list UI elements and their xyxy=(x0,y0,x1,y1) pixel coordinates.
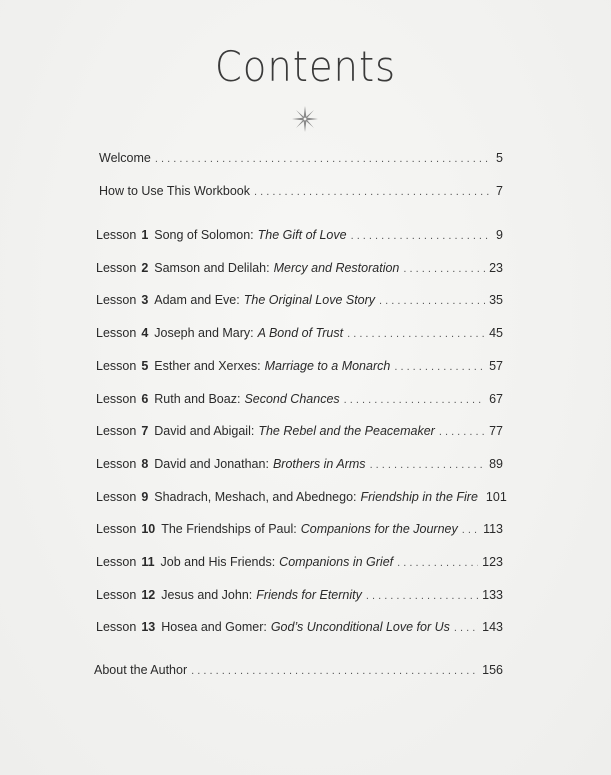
page-number: 23 xyxy=(489,261,503,275)
entry-label: About the Author xyxy=(94,663,188,677)
page-number: 67 xyxy=(489,392,503,406)
lesson-number: 2 xyxy=(141,261,149,275)
lesson-label: Lesson xyxy=(96,293,137,307)
dot-leader xyxy=(403,261,485,277)
lesson-label: Lesson xyxy=(96,326,137,340)
toc-lesson-entry xyxy=(96,554,503,571)
page-number: 156 xyxy=(482,663,503,677)
lesson-label: Lesson xyxy=(96,588,137,602)
lesson-subtitle: Companions in Grief xyxy=(279,555,394,569)
lesson-label: Lesson xyxy=(96,555,137,569)
toc-lesson-entry xyxy=(96,325,503,342)
toc-entry xyxy=(99,183,503,200)
lesson-subtitle: A Bond of Trust xyxy=(257,326,344,340)
lesson-label: Lesson xyxy=(96,490,137,504)
lesson-label: Lesson xyxy=(96,424,137,438)
lesson-subject: Song of Solomon: xyxy=(154,228,254,242)
lesson-subject: Job and His Friends: xyxy=(160,555,276,569)
lesson-number: 8 xyxy=(141,457,149,471)
dot-leader xyxy=(439,424,485,440)
dot-leader xyxy=(254,184,492,200)
lesson-subject: Jesus and John: xyxy=(161,588,253,602)
lesson-subtitle: Marriage to a Monarch xyxy=(264,359,391,373)
toc-lesson-entry xyxy=(96,260,503,277)
lesson-subject: David and Jonathan: xyxy=(154,457,269,471)
page-number: 89 xyxy=(489,457,503,471)
lesson-label: Lesson xyxy=(96,620,137,634)
page-number: 9 xyxy=(496,228,503,242)
lesson-number: 12 xyxy=(141,588,156,602)
lesson-number: 4 xyxy=(141,326,149,340)
lesson-subtitle: Friends for Eternity xyxy=(256,588,362,602)
lesson-subject: Samson and Delilah: xyxy=(154,261,270,275)
page-number: 7 xyxy=(496,184,503,198)
dot-leader xyxy=(462,522,479,538)
dot-leader xyxy=(347,326,485,342)
lesson-label: Lesson xyxy=(96,392,137,406)
page-number: 133 xyxy=(482,588,503,602)
lesson-subtitle: The Gift of Love xyxy=(257,228,347,242)
lesson-subtitle: God’s Unconditional Love for Us xyxy=(270,620,450,634)
lesson-number: 1 xyxy=(141,228,149,242)
lesson-number: 11 xyxy=(141,555,155,569)
page-number: 57 xyxy=(489,359,503,373)
lesson-subtitle: Companions for the Journey xyxy=(300,522,458,536)
dot-leader xyxy=(155,151,492,167)
page-number: 45 xyxy=(489,326,503,340)
toc-lesson-entry xyxy=(96,227,503,244)
toc-lesson-entry xyxy=(96,587,503,604)
toc-lesson-entry xyxy=(96,521,503,538)
lesson-label: Lesson xyxy=(96,261,137,275)
toc-lesson-entry xyxy=(96,619,503,636)
dot-leader xyxy=(379,293,485,309)
dot-leader xyxy=(454,620,478,636)
lesson-label: Lesson xyxy=(96,359,137,373)
lesson-subtitle: Mercy and Restoration xyxy=(273,261,400,275)
lesson-number: 5 xyxy=(141,359,149,373)
dot-leader xyxy=(366,588,478,604)
page-title: Contents xyxy=(214,42,397,91)
lesson-label: Lesson xyxy=(96,522,137,536)
entry-label: Welcome xyxy=(99,151,151,165)
lesson-number: 10 xyxy=(141,522,156,536)
page-number: 123 xyxy=(482,555,503,569)
lesson-subtitle: Second Chances xyxy=(244,392,340,406)
page-number: 35 xyxy=(489,293,503,307)
page-number: 143 xyxy=(482,620,503,634)
toc-lesson-entry xyxy=(96,292,503,309)
lesson-subtitle: Brothers in Arms xyxy=(272,457,366,471)
toc-lesson-entry xyxy=(96,456,503,473)
lesson-subject: Joseph and Mary: xyxy=(154,326,254,340)
lesson-subject: Hosea and Gomer: xyxy=(161,620,267,634)
lesson-subject: Adam and Eve: xyxy=(154,293,240,307)
lesson-number: 6 xyxy=(141,392,149,406)
dot-leader xyxy=(191,663,478,679)
toc-entry xyxy=(94,662,503,679)
lesson-label: Lesson xyxy=(96,228,137,242)
lesson-subtitle: The Original Love Story xyxy=(243,293,376,307)
lesson-number: 9 xyxy=(141,490,149,504)
lesson-subject: David and Abigail: xyxy=(154,424,255,438)
dot-leader xyxy=(370,457,486,473)
lesson-subtitle: Friendship in the Fire xyxy=(360,490,478,504)
lesson-subject: Ruth and Boaz: xyxy=(154,392,241,406)
toc-lesson-entry xyxy=(96,358,503,375)
lesson-number: 3 xyxy=(141,293,149,307)
page-number: 101 xyxy=(485,490,507,504)
toc-lesson-entry xyxy=(96,391,503,408)
lesson-subtitle: The Rebel and the Peacemaker xyxy=(258,424,435,438)
lesson-subject: Shadrach, Meshach, and Abednego: xyxy=(154,490,357,504)
dot-leader xyxy=(394,359,485,375)
lesson-number: 7 xyxy=(141,424,149,438)
lesson-subject: Esther and Xerxes: xyxy=(154,359,261,373)
toc-lesson-entry xyxy=(96,489,507,506)
dot-leader xyxy=(397,555,478,571)
dot-leader xyxy=(344,392,485,408)
toc-lesson-entry xyxy=(96,423,503,440)
entry-label: How to Use This Workbook xyxy=(99,184,250,198)
lesson-subject: The Friendships of Paul: xyxy=(161,522,297,536)
page-number: 77 xyxy=(489,424,503,438)
toc-entry xyxy=(99,150,503,167)
lesson-label: Lesson xyxy=(96,457,137,471)
dot-leader xyxy=(351,228,492,244)
page-number: 5 xyxy=(496,151,503,165)
lesson-number: 13 xyxy=(141,620,156,634)
page-number: 113 xyxy=(483,522,503,536)
